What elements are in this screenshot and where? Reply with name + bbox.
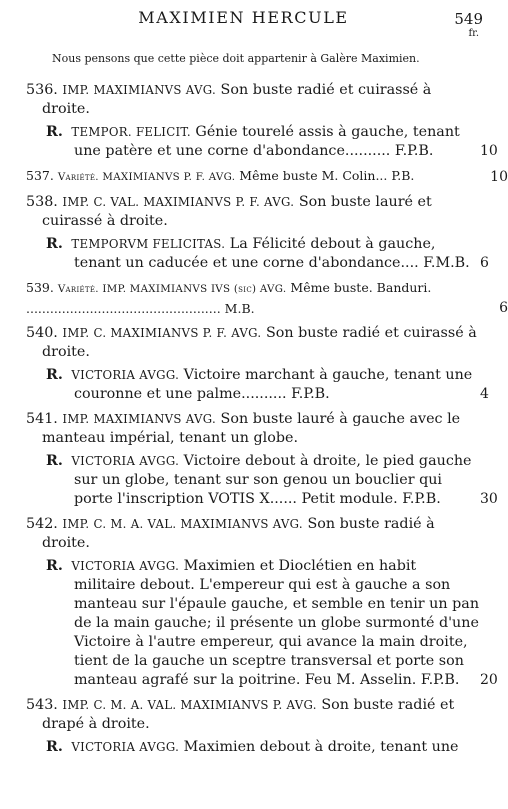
reverse-entry: R. TEMPOR. FELICIT. Génie tourelé assis à gauche, tenant une patère et une corne d'abondance.......... F.P.B. 10 <box>46 124 498 159</box>
catalogue-entries <box>0 75 508 757</box>
legend: TEMPORVM FELICITAS. <box>71 237 226 251</box>
entry-number: 536. <box>26 82 58 98</box>
reverse-mark: R. <box>46 124 63 140</box>
running-title: MAXIMIEN HERCULE <box>138 8 349 27</box>
description: Son buste lauré et cuirassé à droite. <box>42 194 432 229</box>
description: Son buste lauré à gauche avec le manteau impérial, tenant un globe. <box>42 411 461 446</box>
description: Son buste radié à droite. <box>42 516 435 551</box>
legend: VICTORIA AVGG. <box>71 454 180 468</box>
page-number: 549 <box>454 10 483 28</box>
variety-entry <box>26 166 508 187</box>
entry-number: 538. <box>26 194 58 210</box>
reverse-mark: R. <box>46 739 63 755</box>
reverse-entry: R. VICTORIA AVGG. Victoire debout à droite, le pied gauche sur un globe, tenant sur son genou un bouclier qui porte l'inscription VOTIS X...... Petit module. F.P.B. 30 <box>46 453 498 507</box>
entry-number: 539. <box>26 280 54 295</box>
coin-entry <box>26 696 480 734</box>
description: Son buste radié et cuirassé à droite. <box>42 82 432 117</box>
legend: Variété. IMP. MAXIMIANVS IVS (sic) AVG. <box>57 283 287 295</box>
legend: IMP. C. MAXIMIANVS P. F. AVG. <box>62 326 262 340</box>
entry-number: 537. <box>26 168 54 183</box>
reverse-mark: R. <box>46 236 63 252</box>
legend: VICTORIA AVGG. <box>71 740 180 754</box>
variety-entry <box>26 278 508 318</box>
description: Même buste M. Colin... P.B. <box>239 168 415 183</box>
description: Son buste radié et cuirassé à droite. <box>42 325 477 360</box>
legend: IMP. MAXIMIANVS AVG. <box>62 83 216 97</box>
reverse-mark: R. <box>46 558 63 574</box>
legend: Variété. MAXIMIANVS P. F. AVG. <box>57 171 236 183</box>
reverse-entry <box>46 738 480 757</box>
entry-number: 543. <box>26 697 58 713</box>
reverse-entry: R. VICTORIA AVGG. Victoire marchant à gauche, tenant une couronne et une palme.......... F.P.B. 4 <box>46 367 489 402</box>
description: Son buste radié et drapé à droite. <box>42 697 455 732</box>
rarity-value: 10 <box>490 169 508 185</box>
coin-entry <box>26 81 480 119</box>
legend: IMP. C. VAL. MAXIMIANVS P. F. AVG. <box>62 195 295 209</box>
legend: IMP. C. M. A. VAL. MAXIMIANVS P. AVG. <box>62 698 317 712</box>
coin-entry <box>26 410 480 448</box>
legend: VICTORIA AVGG. <box>71 559 180 573</box>
description: Génie tourelé assis à gauche, tenant une patère et une corne d'abondance.......... F.P.B. <box>74 124 460 159</box>
coin-entry <box>26 515 480 553</box>
reverse-entry: R. TEMPORVM FELICITAS. La Félicité debout à gauche, tenant un caducée et une corne d'abondance.... F.M.B. 6 <box>46 236 489 271</box>
reverse-mark: R. <box>46 367 63 383</box>
page-number-suffix: fr. <box>468 28 479 39</box>
reverse-entry: R. VICTORIA AVGG. Maximien et Dioclétien en habit militaire debout. L'empereur qui est à gauche a son manteau sur l'épaule gauche, et semble en tenir un pan de la main gauche; il présente un globe surmonté d'une Victoire à l'autre empereur, qui avance la main droite, tient de la gauche un sceptre transversal et porte son manteau agrafé sur la poitrine. Feu M. Asselin. F.P.B. 20 <box>46 558 498 688</box>
entry-number: 540. <box>26 325 58 341</box>
description: Maximien debout à droite, tenant une <box>183 739 459 755</box>
legend: IMP. C. M. A. VAL. MAXIMIANVS AVG. <box>62 517 303 531</box>
description: Victoire marchant à gauche, tenant une couronne et une palme.......... F.P.B. <box>74 367 473 402</box>
page-header <box>0 8 487 39</box>
coin-entry <box>26 193 480 231</box>
legend: VICTORIA AVGG. <box>71 368 180 382</box>
legend: IMP. MAXIMIANVS AVG. <box>62 412 216 426</box>
description: Maximien et Dioclétien en habit militaire debout. L'empereur qui est à gauche a son manteau sur l'épaule gauche, et semble en tenir un pan de la main gauche; il présente un globe surmonté d'une Victoire à l'autre empereur, qui avance la main droite, tient de la gauche un sceptre transversal et porte son manteau agrafé sur la poitrine. Feu M. Asselin. F.P.B. <box>74 558 480 688</box>
rarity-value: 6 <box>499 300 508 316</box>
coin-entry <box>26 324 480 362</box>
legend: TEMPOR. FELICIT. <box>71 125 191 139</box>
editorial-note: Nous pensons que cette pièce doit appartenir à Galère Maximien. <box>52 52 420 65</box>
description: Victoire debout à droite, le pied gauche sur un globe, tenant sur son genou un bouclier qui porte l'inscription VOTIS X...... Petit module. F.P.B. <box>74 453 472 507</box>
entry-number: 541. <box>26 411 58 427</box>
description: Même buste. Banduri. ................................................. M.B. <box>26 280 432 316</box>
entry-number: 542. <box>26 516 58 532</box>
description: La Félicité debout à gauche, tenant un caducée et une corne d'abondance.... F.M.B. <box>74 236 470 271</box>
reverse-mark: R. <box>46 453 63 469</box>
